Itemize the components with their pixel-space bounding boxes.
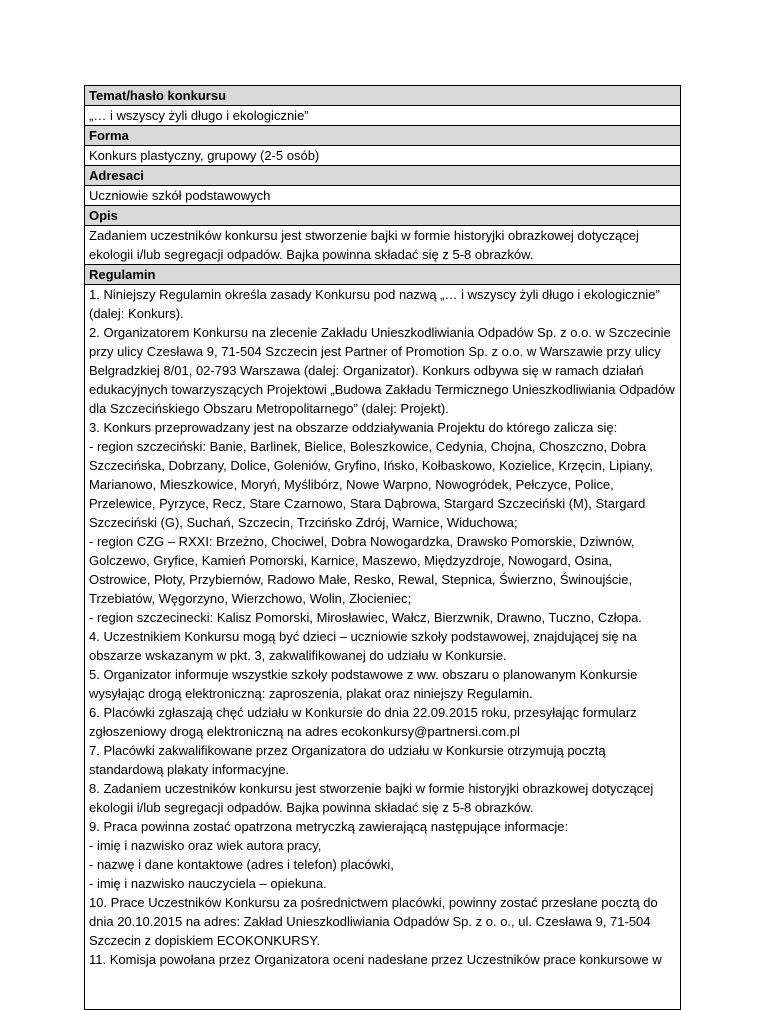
regulamin-paragraph: 1. Niniejszy Regulamin określa zasady Konkursu pod nazwą „… i wszyscy żyli długo i ekologicznie” (dalej: Konkurs).: [89, 287, 660, 321]
regulamin-paragraph: 7. Placówki zakwalifikowane przez Organizatora do udziału w Konkursie otrzymują pocztą standardową plakaty informacyjne.: [89, 743, 606, 777]
temat-label: Temat/hasło konkursu: [85, 86, 681, 106]
regulamin-paragraph: 5. Organizator informuje wszystkie szkoły podstawowe z ww. obszaru o planowanym Konkursie wysyłając drogą elektroniczną: zaproszenia, plakat oraz niniejszy Regulamin.: [89, 667, 638, 701]
adresaci-label: Adresaci: [85, 166, 681, 186]
opis-label: Opis: [85, 206, 681, 226]
contest-info-table: [84, 85, 681, 1010]
regulamin-paragraph: 3. Konkurs przeprowadzany jest na obszarze oddziaływania Projektu do którego zalicza się:: [89, 420, 618, 435]
regulamin-paragraph: 6. Placówki zgłaszają chęć udziału w Konkursie do dnia 22.09.2015 roku, przesyłając formularz zgłoszeniowy drogą elektroniczną na adres ecokonkursy@partnersi.com.pl: [89, 705, 637, 739]
regulamin-paragraph: 10. Prace Uczestników Konkursu za pośrednictwem placówki, powinny zostać przesłane pocztą do dnia 20.10.2015 na adres: Zakład Unieszkodliwiania Odpadów Sp. z o. o., ul. Czesława 9, 71-504 Szczecin z dopiskiem ECOKONKURSY.: [89, 895, 658, 948]
regulamin-paragraph: 9. Praca powinna zostać opatrzona metryczką zawierającą następujące informacje:: [89, 819, 569, 834]
regulamin-body: [85, 285, 681, 1010]
regulamin-paragraph: 11. Komisja powołana przez Organizatora oceni nadesłane przez Uczestników prace konkursowe w: [89, 952, 662, 967]
adresaci-value: Uczniowie szkół podstawowych: [85, 186, 681, 206]
regulamin-paragraph: - nazwę i dane kontaktowe (adres i telefon) placówki,: [89, 857, 394, 872]
regulamin-paragraph: - imię i nazwisko oraz wiek autora pracy,: [89, 838, 322, 853]
temat-value: „… i wszyscy żyli długo i ekologicznie”: [85, 106, 681, 126]
regulamin-paragraph: - imię i nazwisko nauczyciela – opiekuna.: [89, 876, 327, 891]
regulamin-paragraph: 4. Uczestnikiem Konkursu mogą być dzieci – uczniowie szkoły podstawowej, znajdującej się na obszarze wskazanym w pkt. 3, zakwalifikowanej do udziału w Konkursie.: [89, 629, 637, 663]
regulamin-paragraph: 8. Zadaniem uczestników konkursu jest stworzenie bajki w formie historyjki obrazkowej dotyczącej ekologii i/lub segregacji odpadów. Bajka powinna składać się z 5-8 obrazków.: [89, 781, 654, 815]
regulamin-paragraph: - region szczecinecki: Kalisz Pomorski, Mirosławiec, Wałcz, Bierzwnik, Drawno, Tuczno, Człopa.: [89, 610, 642, 625]
regulamin-label: Regulamin: [85, 265, 681, 285]
regulamin-paragraph: 2. Organizatorem Konkursu na zlecenie Zakładu Unieszkodliwiania Odpadów Sp. z o.o. w Szczecinie przy ulicy Czesława 9, 71-504 Szczecin jest Partner of Promotion Sp. z o.o. w Warszawie przy ulicy Belgradzkiej 8/01, 02-793 Warszawa (dalej: Organizator). Konkurs odbywa się w ramach działań edukacyjnych towarzyszących Projektowi „Budowa Zakładu Termicznego Unieszkodliwiania Odpadów dla Szczecińskiego Obszaru Metropolitarnego” (dalej: Projekt).: [89, 325, 675, 416]
regulamin-paragraph: - region szczeciński: Banie, Barlinek, Bielice, Boleszkowice, Cedynia, Chojna, Choszczno, Dobra Szczecińska, Dobrzany, Dolice, Goleniów, Gryfino, Ińsko, Kołbaskowo, Kozielice, Krzęcin, Lipiany, Marianowo, Mieszkowice, Moryń, Myślibórz, Nowe Warpno, Nowogródek, Pełczyce, Police, Przelewice, Pyrzyce, Recz, Stare Czarnowo, Stara Dąbrowa, Stargard Szczeciński (M), Stargard Szczeciński (G), Suchań, Szczecin, Trzcińsko Zdrój, Warnice, Widuchowa;: [89, 439, 653, 530]
forma-value: Konkurs plastyczny, grupowy (2-5 osób): [85, 146, 681, 166]
regulamin-paragraph: - region CZG – RXXI: Brzeżno, Chociwel, Dobra Nowogardzka, Drawsko Pomorskie, Dziwnów, Golczewo, Gryfice, Kamień Pomorski, Karnice, Maszewo, Międzyzdroje, Nowogard, Osina, Ostrowice, Płoty, Przybiernów, Radowo Małe, Resko, Rewal, Stepnica, Świerzno, Świnoujście, Trzebiatów, Węgorzyno, Wierzchowo, Wolin, Złocieniec;: [89, 534, 635, 606]
opis-value: Zadaniem uczestników konkursu jest stworzenie bajki w formie historyjki obrazkowej dotyczącej ekologii i/lub segregacji odpadów. Bajka powinna składać się z 5-8 obrazków.: [85, 226, 681, 265]
forma-label: Forma: [85, 126, 681, 146]
